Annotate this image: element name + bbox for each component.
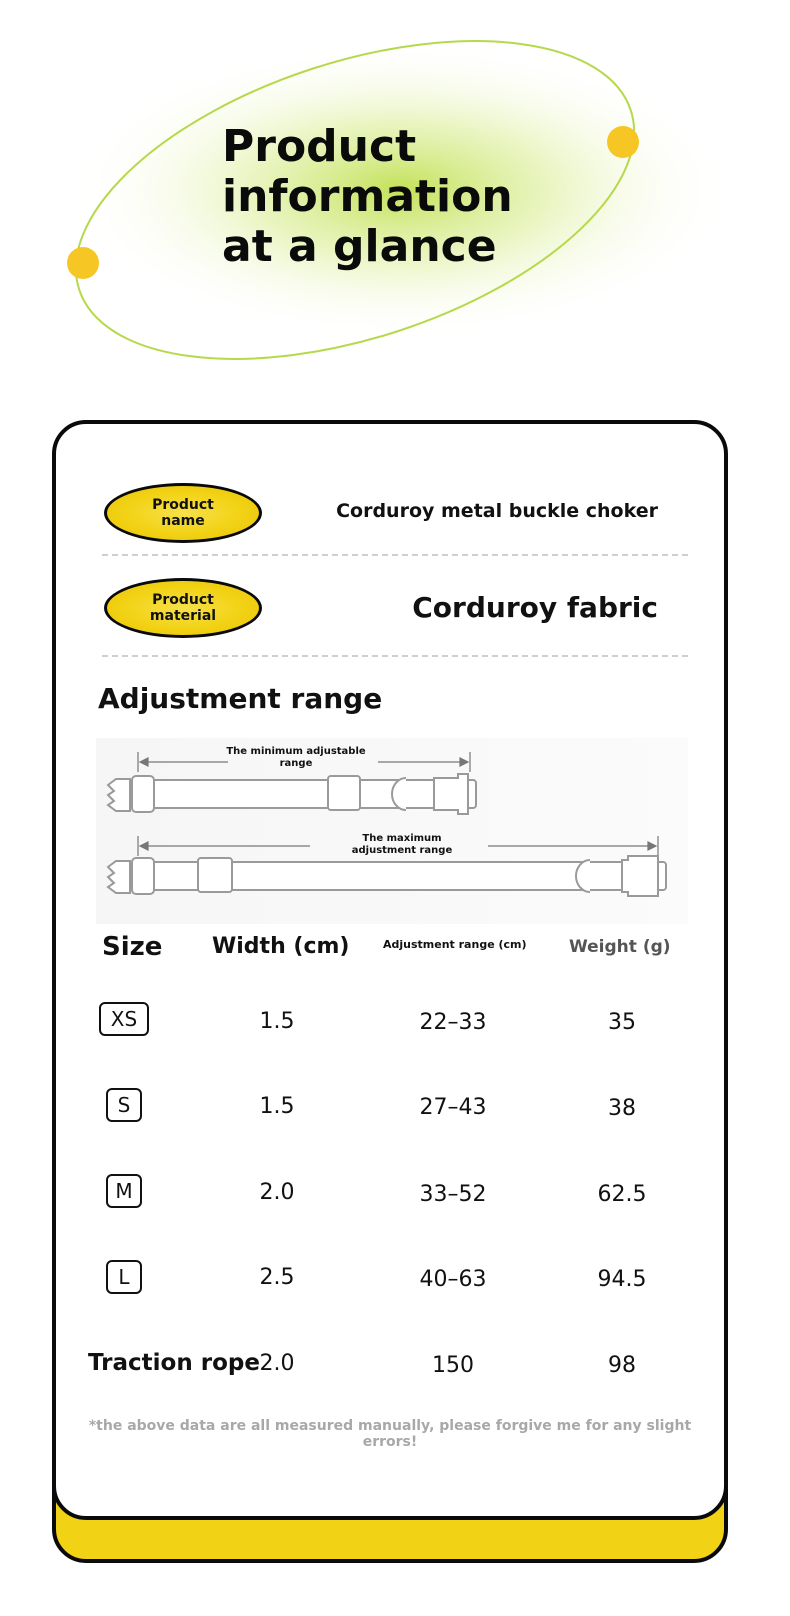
- badge-line: name: [161, 513, 205, 529]
- header-size: Size: [102, 932, 163, 962]
- collar-diagram: [96, 738, 688, 924]
- size-badge-l: L: [106, 1260, 142, 1294]
- cell-width: 1.5: [259, 1094, 295, 1119]
- hero-banner: [0, 0, 790, 390]
- label-line: The maximum: [362, 833, 442, 844]
- cell-range: 27–43: [419, 1095, 487, 1120]
- adjustment-range-title: Adjustment range: [98, 682, 383, 715]
- size-traction-rope: Traction rope: [88, 1350, 260, 1376]
- hero-title-line: Product: [222, 121, 417, 172]
- hero-title-line: information: [222, 171, 513, 222]
- header-weight: Weight (g): [569, 937, 671, 957]
- header-adjustment-range: Adjustment range (cm): [383, 938, 527, 951]
- left-dot: [67, 247, 99, 279]
- label-line: adjustment range: [351, 845, 453, 856]
- header-width: Width (cm): [212, 934, 350, 959]
- cell-width: 1.5: [259, 1009, 295, 1034]
- product-material-badge: [104, 578, 262, 638]
- right-dot: [607, 126, 639, 158]
- divider: [102, 554, 688, 556]
- collar-illustration: [96, 738, 688, 924]
- product-material-value: Corduroy fabric: [412, 591, 658, 624]
- cell-weight: 62.5: [597, 1182, 647, 1207]
- size-badge-m: M: [106, 1174, 142, 1208]
- cell-weight: 98: [608, 1353, 636, 1378]
- cell-weight: 35: [608, 1010, 636, 1035]
- cell-width: 2.0: [259, 1351, 295, 1376]
- min-range-label: [226, 746, 366, 770]
- product-name-badge: [104, 483, 262, 543]
- badge-line: material: [149, 608, 217, 624]
- hero-title-line: at a glance: [222, 221, 497, 272]
- cell-weight: 38: [608, 1096, 636, 1121]
- cell-range: 40–63: [419, 1267, 487, 1292]
- cell-range: 33–52: [419, 1182, 487, 1207]
- divider: [102, 655, 688, 657]
- max-range-label: [322, 833, 482, 857]
- hero-title: [222, 122, 513, 272]
- cell-width: 2.5: [259, 1265, 295, 1290]
- label-line: range: [279, 758, 313, 769]
- cell-range: 22–33: [419, 1010, 487, 1035]
- cell-width: 2.0: [259, 1180, 295, 1205]
- cell-weight: 94.5: [597, 1267, 647, 1292]
- cell-range: 150: [432, 1353, 474, 1378]
- label-line: The minimum adjustable: [226, 746, 366, 757]
- measurement-footnote: *the above data are all measured manually, please forgive me for any slight errors!: [88, 1418, 692, 1450]
- product-name-value: Corduroy metal buckle choker: [336, 500, 658, 522]
- badge-line: Product: [152, 497, 214, 513]
- size-badge-s: S: [106, 1088, 142, 1122]
- size-badge-xs: XS: [99, 1002, 149, 1036]
- badge-line: Product: [152, 592, 214, 608]
